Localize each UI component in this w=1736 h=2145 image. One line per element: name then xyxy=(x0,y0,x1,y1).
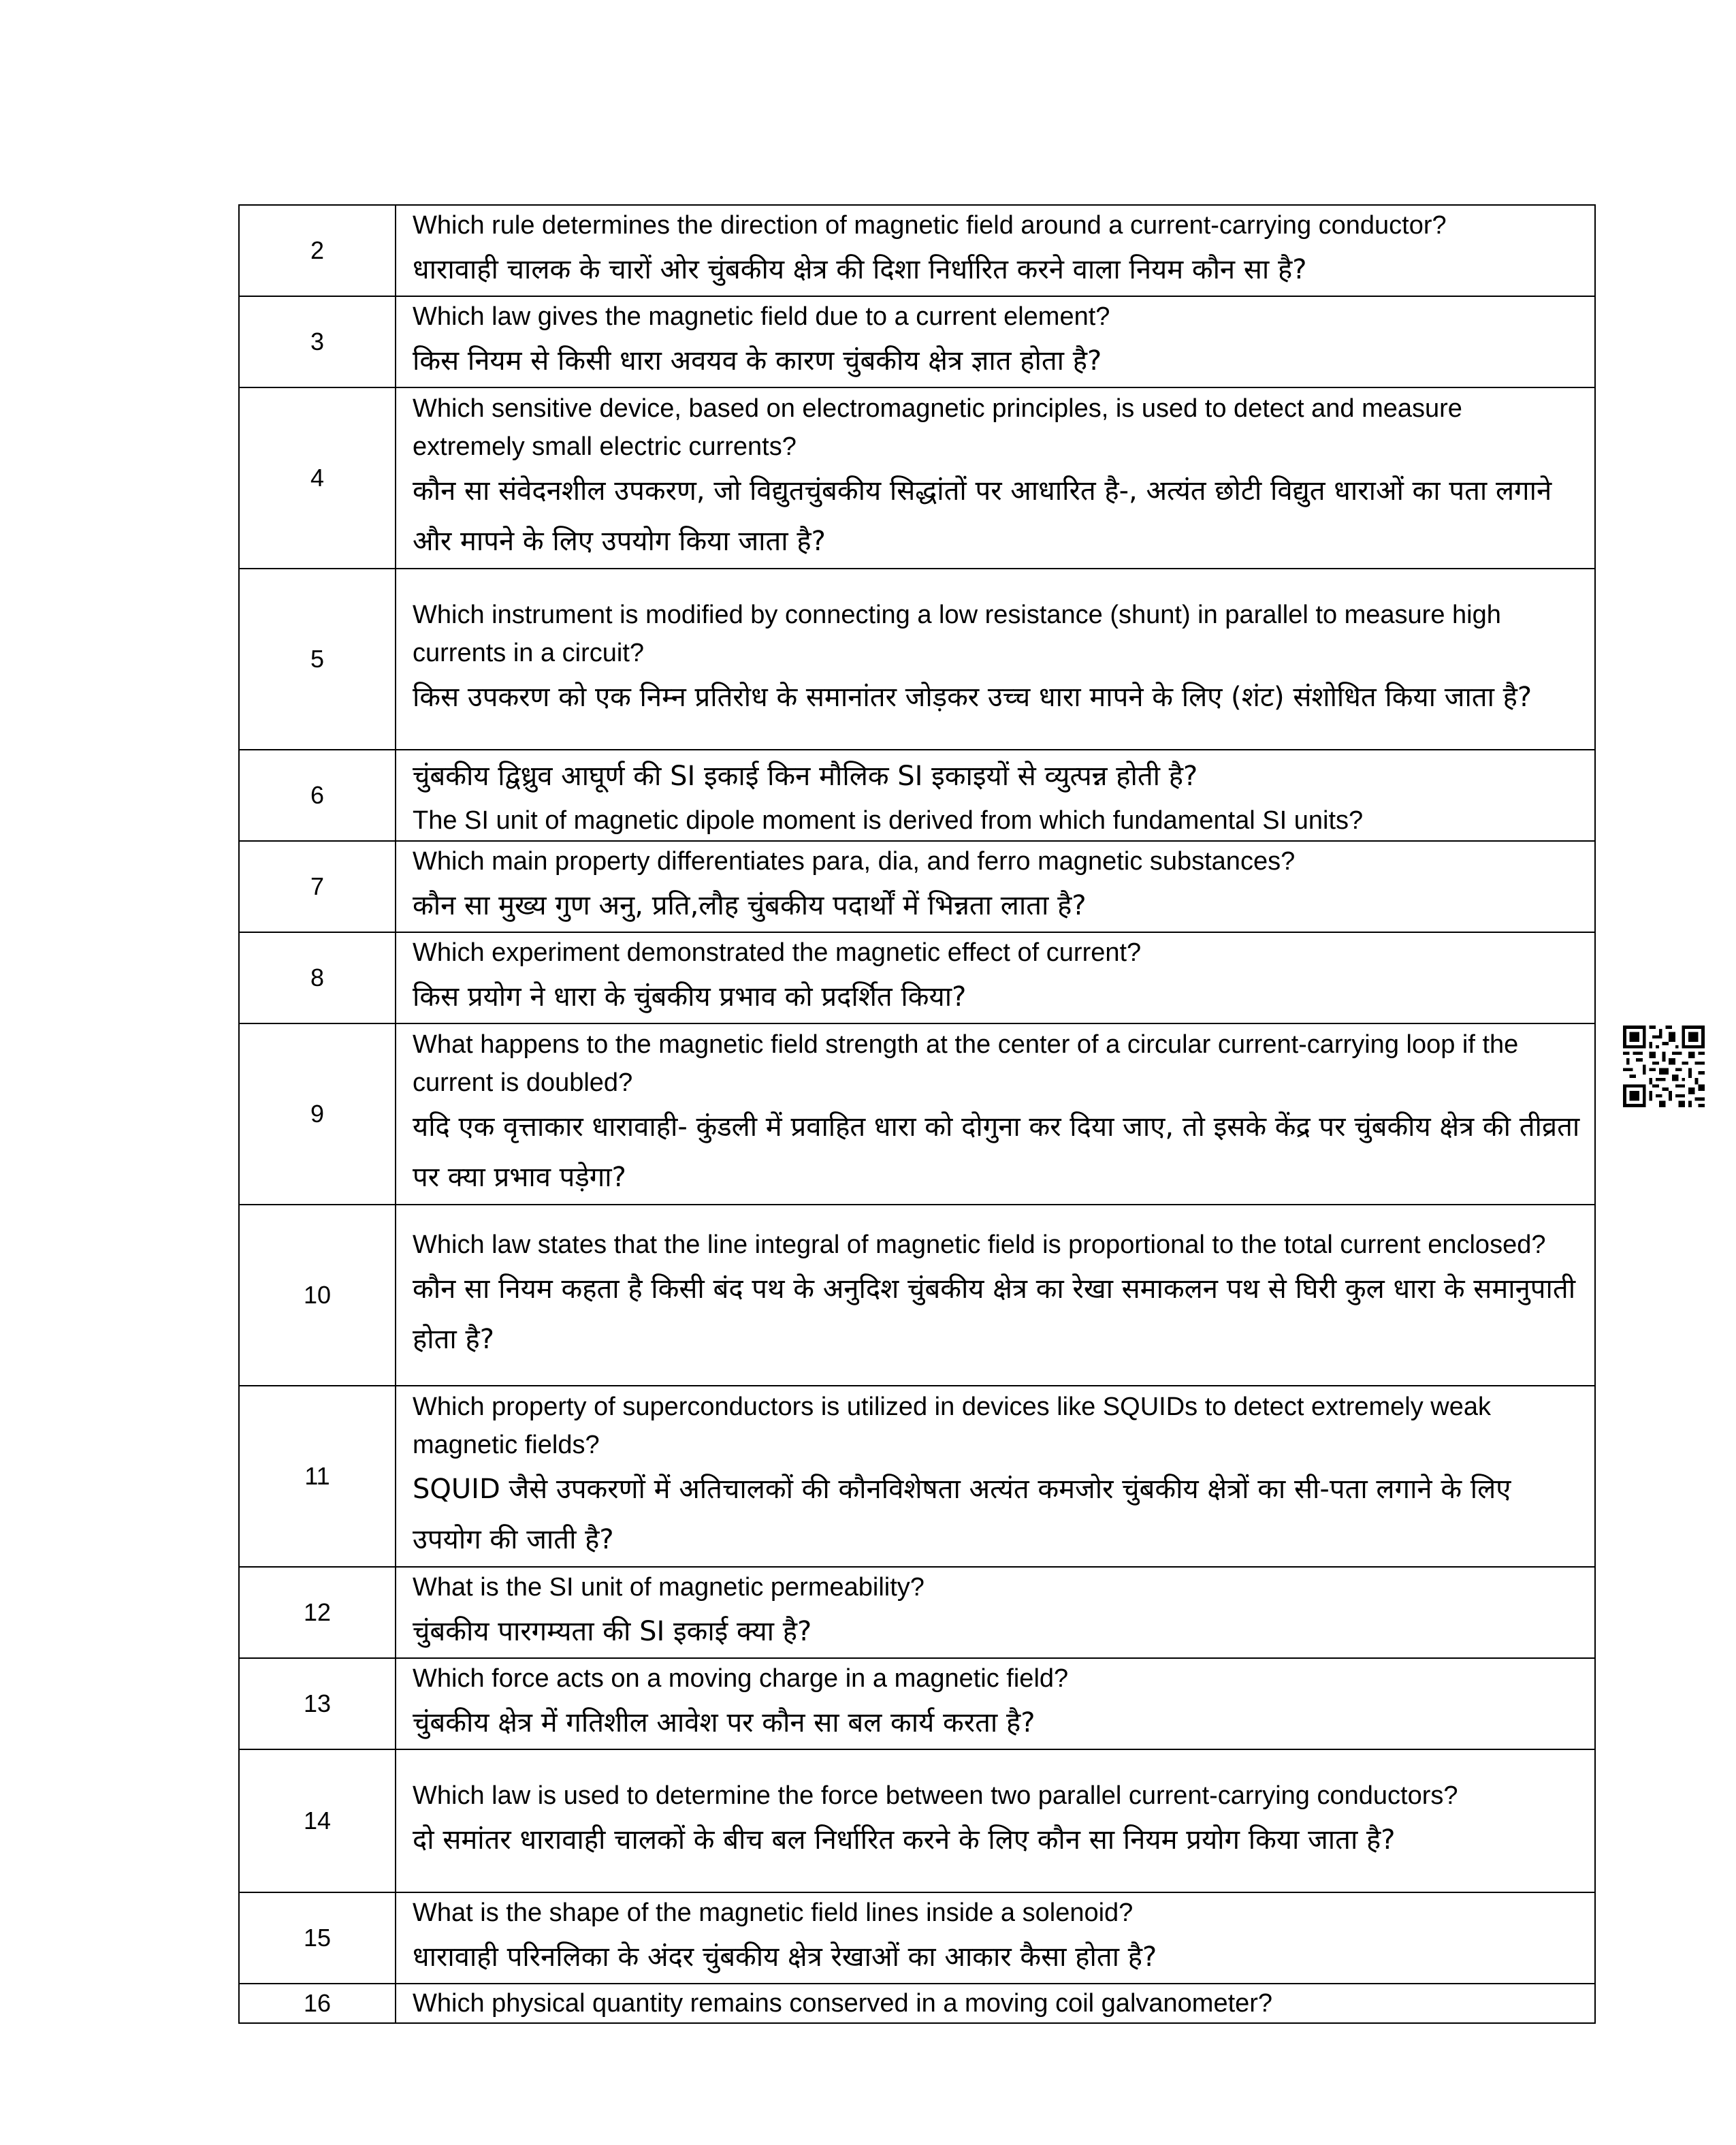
question-cell xyxy=(396,1892,1595,1984)
table-row xyxy=(239,932,1595,1023)
question-number: 8 xyxy=(239,932,396,1023)
question-hindi: दो समांतर धारावाही चालकों के बीच बल निर्धारित करने के लिए कौन सा नियम प्रयोग किया जाता है? xyxy=(413,1824,1396,1856)
question-hindi: कौन सा संवेदनशील उपकरण, जो विद्युतचुंबकीय सिद्धांतों पर आधारित है-, अत्यंत छोटी विद्युत धाराओं का पता लगाने और मापने के लिए उपयोग किया जाता है? xyxy=(413,475,1552,557)
question-english: Which experiment demonstrated the magnetic effect of current? xyxy=(413,938,1142,967)
question-number: 12 xyxy=(239,1567,396,1658)
table-row xyxy=(239,1658,1595,1749)
table-row xyxy=(239,841,1595,932)
question-number: 15 xyxy=(239,1892,396,1984)
question-number: 14 xyxy=(239,1749,396,1892)
question-english: Which property of superconductors is utilized in devices like SQUIDs to detect extremely weak magnetic fields? xyxy=(413,1393,1491,1459)
table-row xyxy=(239,387,1595,569)
question-number: 7 xyxy=(239,841,396,932)
question-number: 9 xyxy=(239,1023,396,1205)
question-number: 11 xyxy=(239,1386,396,1567)
question-cell xyxy=(396,1205,1595,1386)
question-hindi: कौन सा मुख्य गुण अनु, प्रति,लौह चुंबकीय पदार्थों में भिन्नता लाता है? xyxy=(413,890,1087,921)
table-row xyxy=(239,1386,1595,1567)
question-cell xyxy=(396,296,1595,387)
question-hindi: कौन सा नियम कहता है किसी बंद पथ के अनुदिश चुंबकीय क्षेत्र का रेखा समाकलन पथ से घिरी कुल धारा के समानुपाती होता है? xyxy=(413,1273,1576,1355)
question-table xyxy=(238,204,1596,2024)
question-cell xyxy=(396,1749,1595,1892)
question-english: Which rule determines the direction of magnetic field around a current-carrying conductor? xyxy=(413,211,1447,240)
table-row xyxy=(239,205,1595,296)
question-cell xyxy=(396,750,1595,841)
qr-code-icon xyxy=(1623,1026,1705,1107)
question-english: Which force acts on a moving charge in a magnetic field? xyxy=(413,1664,1069,1693)
question-hindi: धारावाही परिनलिका के अंदर चुंबकीय क्षेत्र रेखाओं का आकार कैसा होता है? xyxy=(413,1941,1157,1973)
question-english: Which instrument is modified by connecting a low resistance (shunt) in parallel to measure high currents in a circuit? xyxy=(413,601,1501,667)
question-english: Which law is used to determine the force between two parallel current-carrying conductors? xyxy=(413,1781,1458,1810)
question-cell xyxy=(396,205,1595,296)
question-english: Which main property differentiates para, dia, and ferro magnetic substances? xyxy=(413,847,1296,876)
question-number: 3 xyxy=(239,296,396,387)
question-english: What is the shape of the magnetic field lines inside a solenoid? xyxy=(413,1898,1134,1927)
question-hindi: चुंबकीय द्विध्रुव आघूर्ण की SI इकाई किन मौलिक SI इकाइयों से व्युत्पन्न होती है? xyxy=(413,761,1198,792)
question-hindi: चुंबकीय क्षेत्र में गतिशील आवेश पर कौन सा बल कार्य करता है? xyxy=(413,1707,1035,1738)
question-number: 10 xyxy=(239,1205,396,1386)
question-number: 2 xyxy=(239,205,396,296)
table-row xyxy=(239,569,1595,750)
question-cell xyxy=(396,1386,1595,1567)
question-number: 5 xyxy=(239,569,396,750)
question-number: 16 xyxy=(239,1984,396,2023)
table-row xyxy=(239,1205,1595,1386)
question-number: 4 xyxy=(239,387,396,569)
table-row xyxy=(239,1749,1595,1892)
question-hindi: किस प्रयोग ने धारा के चुंबकीय प्रभाव को प्रदर्शित किया? xyxy=(413,981,967,1013)
question-cell xyxy=(396,1567,1595,1658)
question-english: The SI unit of magnetic dipole moment is derived from which fundamental SI units? xyxy=(413,806,1364,835)
table-row xyxy=(239,1023,1595,1205)
table-row xyxy=(239,750,1595,841)
question-cell xyxy=(396,1984,1595,2023)
question-english: Which law states that the line integral of magnetic field is proportional to the total current enclosed? xyxy=(413,1230,1546,1259)
question-english: Which law gives the magnetic field due to a current element? xyxy=(413,302,1110,331)
question-number: 6 xyxy=(239,750,396,841)
question-hindi: धारावाही चालक के चारों ओर चुंबकीय क्षेत्र की दिशा निर्धारित करने वाला नियम कौन सा है? xyxy=(413,254,1307,285)
question-english: Which physical quantity remains conserved in a moving coil galvanometer? xyxy=(413,1989,1273,2018)
question-english: What happens to the magnetic field strength at the center of a circular current-carrying loop if the current is doubled? xyxy=(413,1030,1519,1097)
question-hindi: किस नियम से किसी धारा अवयव के कारण चुंबकीय क्षेत्र ज्ञात होता है? xyxy=(413,345,1102,377)
question-cell xyxy=(396,1023,1595,1205)
table-row xyxy=(239,1567,1595,1658)
question-cell xyxy=(396,387,1595,569)
table-row xyxy=(239,296,1595,387)
table-row xyxy=(239,1892,1595,1984)
question-hindi: यदि एक वृत्ताकार धारावाही- कुंडली में प्रवाहित धारा को दोगुना कर दिया जाए, तो इसके केंद्र पर चुंबकीय क्षेत्र की तीव्रता पर क्या प्रभाव पड़ेगा? xyxy=(413,1111,1580,1193)
question-cell xyxy=(396,1658,1595,1749)
question-english: Which sensitive device, based on electromagnetic principles, is used to detect and measure extremely small electric currents? xyxy=(413,394,1462,461)
question-hindi: चुंबकीय पारगम्यता की SI इकाई क्या है? xyxy=(413,1616,812,1647)
question-hindi: किस उपकरण को एक निम्न प्रतिरोध के समानांतर जोड़कर उच्च धारा मापने के लिए (शंट) संशोधित किया जाता है? xyxy=(413,682,1532,713)
table-row xyxy=(239,1984,1595,2023)
question-english: What is the SI unit of magnetic permeability? xyxy=(413,1573,925,1602)
question-hindi: SQUID जैसे उपकरणों में अतिचालकों की कौनविशेषता अत्यंत कमजोर चुंबकीय क्षेत्रों का सी-पता लगाने के लिए उपयोग की जाती है? xyxy=(413,1474,1511,1555)
question-cell xyxy=(396,932,1595,1023)
question-cell xyxy=(396,841,1595,932)
question-cell xyxy=(396,569,1595,750)
question-number: 13 xyxy=(239,1658,396,1749)
